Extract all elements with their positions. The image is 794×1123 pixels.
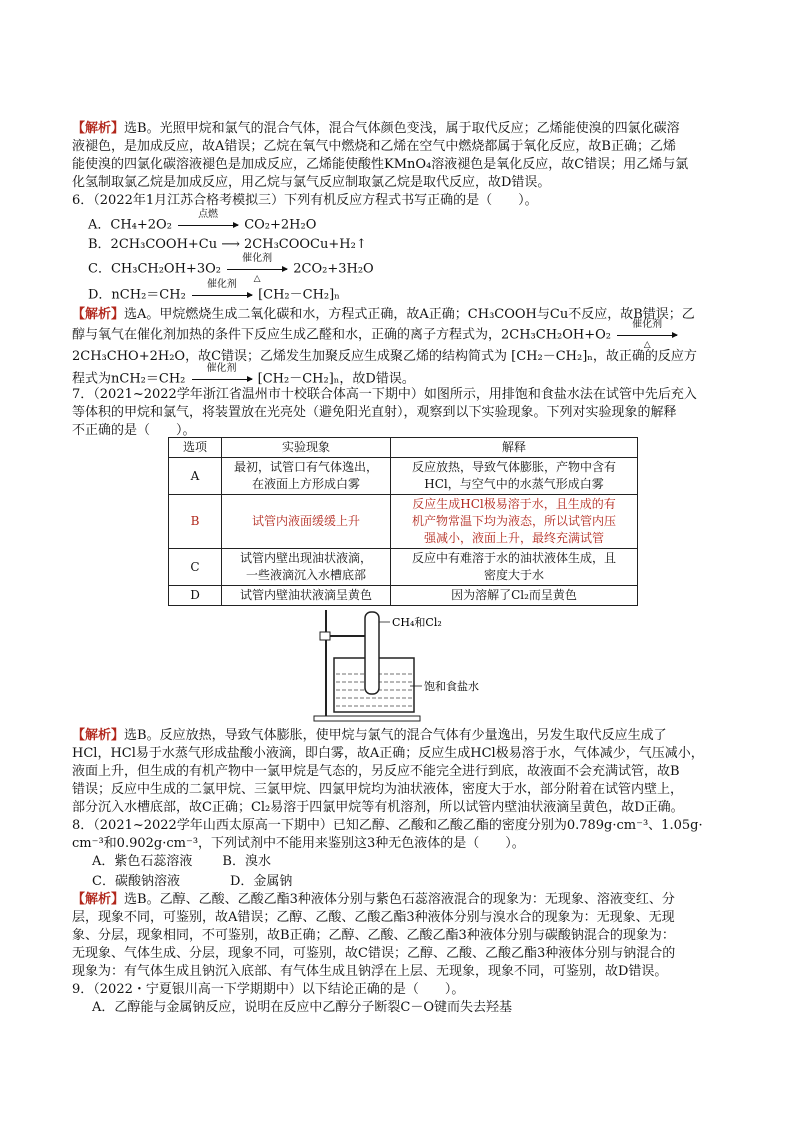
q9-stem: 9．（2022・宁夏银川高一下学期期中）以下结论正确的是（ ）。 [72, 982, 465, 997]
q8-analysis-line: 象、分层，现象相同，不可鉴别，故B正确；乙醇、乙酸、乙酸乙酯3种液体分别与碳酸钠混合的现象为： [72, 928, 675, 943]
q6-analysis-line: 程式为nCH₂＝CH₂ 催化剂 [CH₂－CH₂]ₙ，故D错误。 [72, 363, 415, 387]
reaction-arrow: 催化剂 [192, 370, 252, 388]
option-cell: A [169, 458, 222, 495]
q8-options-row: C．碳酸钠溶液 D．金属钠 [92, 874, 293, 889]
q6-option-c: C．CH₃CH₂OH+3O₂ 催化剂 △ 2CO₂+3H₂O [88, 253, 374, 284]
option-cell: D [169, 586, 222, 606]
q6-analysis-line: 【解析】选A。甲烷燃烧生成二氧化碳和水，方程式正确，故A正确；CH₃COOH与Cu不反应，故B错误；乙 [72, 307, 695, 322]
q5-analysis-line: 液褪色，是加成反应，故A错误；乙烷在氧气中燃烧和乙烯在空气中燃烧都属于氧化反应，故B正确；乙烯 [72, 139, 676, 154]
q8-options-row: A．紫色石蕊溶液 B．溴水 [92, 854, 271, 869]
table-row [169, 549, 638, 586]
q6-option-d: D．nCH₂＝CH₂ 催化剂 [CH₂－CH₂]ₙ [88, 279, 340, 303]
explanation-cell: 反应中有难溶于水的油状液体生成，且 密度大于水 [391, 549, 638, 586]
phenomenon-cell: 试管内壁出现油状液滴， 一些液滴沉入水槽底部 [222, 549, 391, 586]
q6-analysis-line: 2CH₃CHO+2H₂O，故C错误；乙烯发生加聚反应生成聚乙烯的结构简式为 [CH₂－CH₂]ₙ，故正确的反应方 [72, 349, 697, 364]
q8-analysis-line: 无现象、气体生成、分层，现象不同，可鉴别，故C错误；乙醇、乙酸、乙酸乙酯3种液体分别与钠混合的 [72, 946, 676, 961]
reaction-arrow: 催化剂 △ [617, 326, 677, 344]
explanation-cell: 反应放热，导致气体膨胀，产物中含有 HCl，与空气中的水蒸气形成白雾 [391, 458, 638, 495]
explanation-cell: 因为溶解了Cl₂而呈黄色 [391, 586, 638, 606]
q7-stem-line: 7．（2021~2022学年浙江省温州市十校联合体高一下期中）如图所示，用排饱和食盐水法在试管中先后充入 [72, 387, 697, 402]
option-cell: C [169, 549, 222, 586]
table-header-row [169, 438, 638, 458]
table-row [169, 586, 638, 606]
table-row [169, 495, 638, 549]
table-header: 解释 [391, 438, 638, 458]
q8-stem-line: cm⁻³和0.902g·cm⁻³，下列试剂中不能用来鉴别这3种无色液体的是（ ）。 [72, 836, 525, 851]
phenomenon-cell: 试管内壁油状液滴呈黄色 [222, 586, 391, 606]
table-header: 选项 [169, 438, 222, 458]
experiment-table [168, 437, 638, 606]
q6-option-b: B．2CH₃COOH+Cu ⟶ 2CH₃COOCu+H₂↑ [88, 237, 367, 252]
gas-label: CH₄和Cl₂ [392, 616, 442, 629]
q8-analysis-line: 现象为：有气体生成且钠沉入底部、有气体生成且钠浮在上层、无现象，现象不同，可鉴别，故D错误。 [72, 964, 668, 979]
explanation-cell: 反应生成HCl极易溶于水，且生成的有 机产物常温下均为液态，所以试管内压 强减小，液面上升，最终充满试管 [391, 495, 638, 549]
q9-option-a: A．乙醇能与金属钠反应，说明在反应中乙醇分子断裂C－O键而失去羟基 [92, 1000, 512, 1015]
q5-analysis-line: 化氢制取氯乙烷是加成反应，用乙烷与氯气反应制取氯乙烷是取代反应，故D错误。 [72, 175, 551, 190]
q8-analysis-line: 层，现象不同，可鉴别，故A错误；乙醇、乙酸、乙酸乙酯3种液体分别与溴水合的现象为：无现象、无现 [72, 910, 675, 925]
phenomenon-cell: 最初，试管口有气体逸出， 在液面上方形成白雾 [222, 458, 391, 495]
q8-stem-line: 8．（2021~2022学年山西太原高一下期中）已知乙醇、乙酸和乙酸乙酯的密度分别为0.789g·cm⁻³、1.05g· [72, 818, 703, 833]
q7-stem-line: 等体积的甲烷和氯气，将装置放在光亮处（避免阳光直射），观察到以下实验现象。下列对实验现象的解释 [72, 405, 677, 420]
reaction-arrow: 催化剂 [192, 286, 252, 304]
q6-analysis-line: 醇与氧气在催化剂加热的条件下反应生成乙醛和水，正确的离子方程式为，2CH₃CH₂OH+O₂ 催化剂 △ [72, 326, 679, 345]
q5-analysis-line: 【解析】选B。光照甲烷和氯气的混合气体，混合气体颜色变浅，属于取代反应；乙烯能使溴的四氯化碳溶 [72, 121, 680, 136]
option-cell: B [169, 495, 222, 549]
table-header: 实验现象 [222, 438, 391, 458]
q7-stem-line: 不正确的是（ ）。 [72, 423, 196, 438]
q7-analysis-line: HCl，HCl易于水蒸气形成盐酸小液滴，即白雾，故A正确；反应生成HCl极易溶于水，气体减少，气压减小， [72, 746, 704, 761]
q7-analysis-line: 部分沉入水槽底部，故C正确；Cl₂易溶于四氯甲烷等有机溶剂，所以试管内壁油状液滴呈黄色，故D正确。 [72, 800, 684, 815]
apparatus-figure [310, 606, 510, 724]
q7-analysis-line: 错误；反应中生成的二氯甲烷、三氯甲烷、四氯甲烷均为油状液体，密度大于水，部分附着在试管内壁上， [72, 782, 684, 797]
reaction-arrow: 催化剂 △ [227, 260, 287, 278]
q7-analysis-line: 【解析】选B。反应放热，导致气体膨胀，使甲烷与氯气的混合气体有少量逸出，另发生取代反应生成了 [72, 728, 667, 743]
liquid-label: 饱和食盐水 [424, 680, 479, 693]
reaction-arrow: 点燃 [178, 216, 238, 234]
q5-analysis-line: 能使溴的四氯化碳溶液褪色是加成反应，乙烯能使酸性KMnO₄溶液褪色是氧化反应，故C错误；用乙烯与氯 [72, 157, 689, 172]
table-row [169, 458, 638, 495]
q6-option-a: A．CH₄+2O₂ 点燃 CO₂+2H₂O [88, 209, 317, 233]
phenomenon-cell: 试管内液面缓缓上升 [222, 495, 391, 549]
q8-analysis-line: 【解析】选B。乙醇、乙酸、乙酸乙酯3种液体分别与紫色石蕊溶液混合的现象为：无现象、溶液变红、分 [72, 892, 675, 907]
q6-stem: 6．（2022年1月江苏合格考模拟三）下列有机反应方程式书写正确的是（ ）。 [72, 193, 538, 208]
q7-analysis-line: 液面上升，但生成的有机产物中一氯甲烷是气态的，另反应不能完全进行到底，故液面不会充满试管，故B [72, 764, 680, 779]
